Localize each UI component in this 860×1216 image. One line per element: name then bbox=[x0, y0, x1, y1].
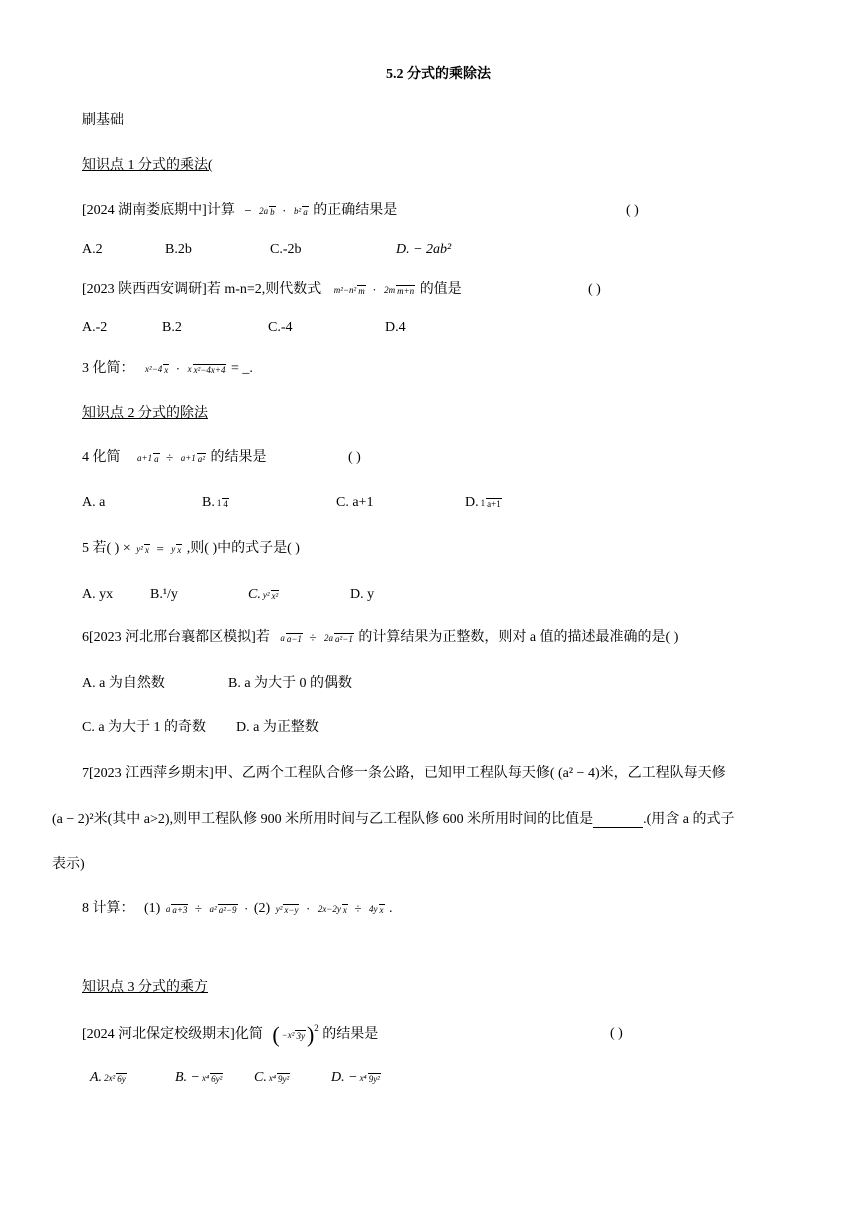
q1-option-a: A.2 bbox=[82, 242, 103, 257]
question-3 bbox=[82, 359, 253, 379]
q2-fraction-2: 2m m+n bbox=[384, 285, 415, 296]
q2-answer-bracket: ( ) bbox=[588, 282, 601, 297]
q3-dot: · bbox=[175, 361, 181, 376]
q8-part-1-label: (1) bbox=[144, 901, 161, 916]
q8-dot-2: · bbox=[305, 901, 311, 916]
q4-option-d: D. 1 a+1 bbox=[465, 495, 501, 510]
q4-answer-bracket: ( ) bbox=[348, 450, 361, 465]
question-7-line-1: 7[2023 江西萍乡期末]甲、乙两个工程队合修一条公路，已知甲工程队每天修( (a² − 4)米，乙工程队每天修 bbox=[82, 766, 726, 781]
q6-div: ÷ bbox=[309, 630, 317, 645]
q6-option-c: C. a 为大于 1 的奇数 bbox=[82, 720, 207, 735]
q2-option-a: A.-2 bbox=[82, 320, 108, 335]
q5-option-b: B.¹/y bbox=[150, 587, 178, 602]
q1-fraction-2: b² a bbox=[294, 206, 308, 217]
q4-div: ÷ bbox=[166, 450, 174, 465]
question-4 bbox=[82, 448, 267, 468]
q8-fraction-e: 4y x bbox=[369, 904, 384, 915]
q8-fraction-b: a² a²−9 bbox=[209, 904, 237, 915]
q2-source: [2023 陕西西安调研]若 m-n=2,则代数式 bbox=[82, 282, 322, 297]
q2-option-c: C.-4 bbox=[268, 320, 293, 335]
question-1 bbox=[82, 201, 397, 221]
q6-fraction-1: a a−1 bbox=[280, 633, 302, 644]
q2-option-b: B.2 bbox=[162, 320, 182, 335]
q8-part-2-label: (2) bbox=[253, 901, 271, 916]
q2-tail: 的值是 bbox=[419, 282, 462, 297]
q9-power: 2 bbox=[314, 1023, 319, 1033]
q2-option-d: D.4 bbox=[385, 320, 406, 335]
question-7-line-3: 表示) bbox=[52, 857, 85, 872]
q1-tail: 的正确结果是 bbox=[313, 203, 398, 218]
q6-option-d: D. a 为正整数 bbox=[236, 720, 319, 735]
q5-label: 5 若( ) × bbox=[82, 541, 131, 556]
q5-option-c: C. y² x² bbox=[248, 587, 279, 602]
q6-source: 6[2023 河北邢台襄都区模拟]若 bbox=[82, 630, 270, 645]
q9-answer-bracket: ( ) bbox=[610, 1026, 623, 1041]
q1-minus: − bbox=[244, 203, 252, 218]
q4-label: 4 化简 bbox=[82, 450, 121, 465]
q1-option-c: C.-2b bbox=[270, 242, 302, 257]
q8-div-2: ÷ bbox=[354, 901, 362, 916]
q6-option-b: B. a 为大于 0 的偶数 bbox=[228, 676, 353, 691]
q1-option-d: D. − 2ab² bbox=[396, 242, 452, 257]
q3-tail: = _. bbox=[230, 361, 253, 376]
knowledge-point-3-heading: 知识点 3 分式的乘方 bbox=[82, 980, 208, 995]
q4-tail: 的结果是 bbox=[210, 450, 267, 465]
q9-option-d: D. − x⁴ 9y² bbox=[331, 1070, 380, 1085]
q1-option-b: B.2b bbox=[165, 242, 192, 257]
question-6 bbox=[82, 628, 678, 648]
q4-option-c: C. a+1 bbox=[336, 495, 374, 510]
q2-fraction-1: m²−n² m bbox=[333, 285, 365, 296]
q6-fraction-2: 2a a²−1 bbox=[324, 633, 353, 644]
q5-fraction-2: y x bbox=[171, 544, 182, 555]
q8-period: . bbox=[389, 901, 393, 916]
q1-answer-bracket: ( ) bbox=[626, 203, 639, 218]
q4-option-a: A. a bbox=[82, 495, 106, 510]
q9-source: [2024 河北保定校级期末]化简 bbox=[82, 1027, 263, 1042]
q3-fraction-2: x x²−4x+4 bbox=[187, 364, 226, 375]
q3-fraction-1: x²−4 x bbox=[145, 364, 169, 375]
q5-fraction-1: y² x bbox=[136, 544, 149, 555]
q5-option-d: D. y bbox=[350, 587, 375, 602]
q6-tail: 的计算结果为正整数，则对 a 值的描述最准确的是( ) bbox=[358, 630, 679, 645]
section-heading: 刷基础 bbox=[82, 113, 124, 128]
q8-label: 8 计算： bbox=[82, 901, 135, 916]
q5-tail: ,则( )中的式子是( ) bbox=[186, 541, 300, 556]
q8-dot-1: · bbox=[244, 901, 249, 916]
q9-tail: 的结果是 bbox=[322, 1027, 379, 1042]
q8-fraction-c: y² x−y bbox=[275, 904, 299, 915]
q9-fraction: −x² 3y bbox=[281, 1030, 305, 1041]
question-7-line-2: (a − 2)²米(其中 a>2),则甲工程队修 900 米所用时间与乙工程队修 600 米所用时间的比值是 .(用含 a 的式子 bbox=[52, 812, 735, 827]
q1-fraction-1: 2a b bbox=[259, 206, 275, 217]
q6-option-a: A. a 为自然数 bbox=[82, 676, 165, 691]
q8-fraction-a: a a+3 bbox=[165, 904, 188, 915]
question-8 bbox=[82, 899, 393, 919]
q8-fraction-d: 2x−2y x bbox=[317, 904, 347, 915]
question-9: [2024 河北保定校级期末]化简 ( −x² 3y)2 的结果是 bbox=[82, 1024, 378, 1046]
question-5 bbox=[82, 539, 300, 559]
q2-dot: · bbox=[372, 282, 377, 297]
page-title: 5.2 分式的乘除法 bbox=[386, 67, 491, 82]
knowledge-point-2-heading: 知识点 2 分式的除法 bbox=[82, 406, 208, 421]
q9-option-c: C. x⁴ 9y² bbox=[254, 1070, 290, 1085]
q4-fraction-2: a+1 a² bbox=[180, 453, 205, 464]
q4-option-b: B. 1 4 bbox=[202, 495, 228, 510]
q4-fraction-1: a+1 a bbox=[137, 453, 159, 464]
q5-eq: = bbox=[156, 541, 164, 556]
q9-option-a: A. 2x² 6y bbox=[90, 1070, 126, 1085]
q7-answer-blank bbox=[593, 813, 643, 828]
q9-option-b: B. − x⁴ 6y² bbox=[175, 1070, 223, 1085]
q5-option-a: A. yx bbox=[82, 587, 114, 602]
q3-label: 3 化简： bbox=[82, 361, 135, 376]
q8-div-1: ÷ bbox=[194, 901, 203, 916]
q1-source: [2024 湖南娄底期中]计算 bbox=[82, 203, 235, 218]
question-2 bbox=[82, 280, 462, 300]
q1-dot: · bbox=[282, 203, 287, 218]
knowledge-point-1-heading: 知识点 1 分式的乘法( bbox=[82, 158, 213, 173]
